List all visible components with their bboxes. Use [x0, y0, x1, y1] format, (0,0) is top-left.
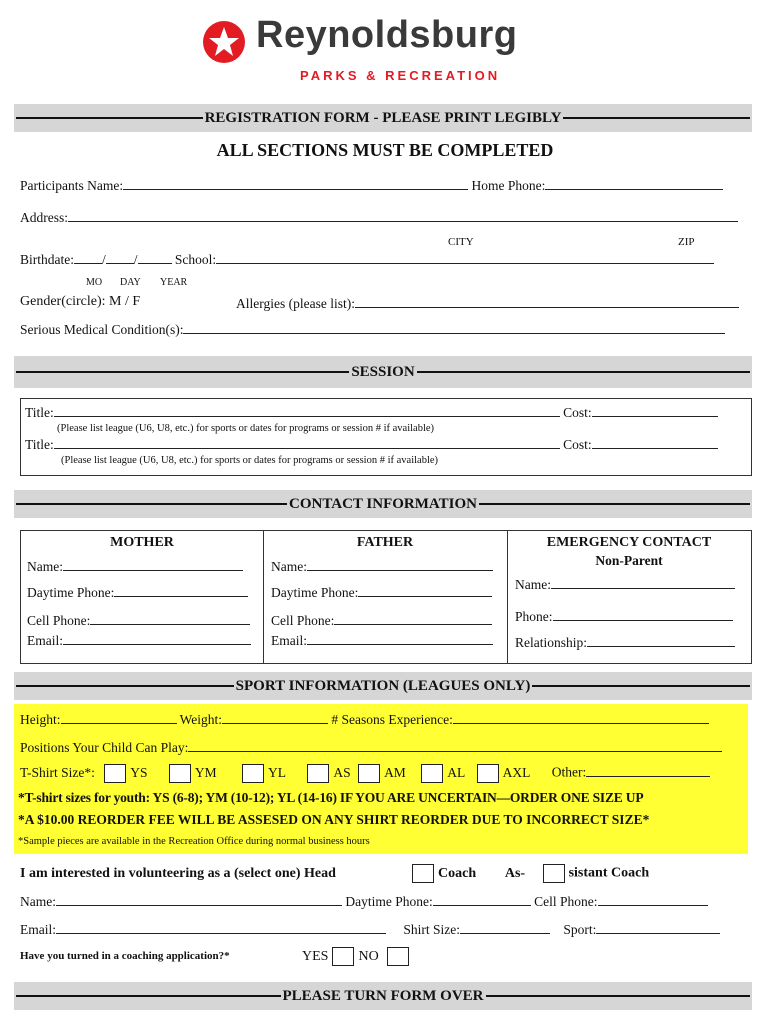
seasons-field[interactable]	[453, 723, 709, 724]
participant-name-field[interactable]	[123, 189, 468, 190]
session-title-label-1: Title:	[25, 405, 54, 420]
size-ys-label: YS	[130, 764, 148, 780]
registration-title-bar	[14, 104, 752, 132]
positions-field[interactable]	[188, 751, 722, 752]
home-phone-label: Home Phone:	[471, 178, 546, 193]
footer-bar	[14, 982, 752, 1010]
size-as-label: AS	[333, 764, 351, 780]
volunteer-daytime-label: Daytime Phone:	[345, 894, 433, 909]
mother-heading: MOTHER	[110, 535, 174, 550]
mo-caption: MO	[86, 277, 103, 288]
participant-name-row	[20, 178, 723, 194]
size-ym-checkbox[interactable]	[169, 764, 191, 783]
contact-heading: CONTACT INFORMATION	[289, 495, 477, 512]
medical-label: Serious Medical Condition(s):	[20, 322, 184, 337]
volunteer-row	[20, 866, 336, 882]
emergency-relationship-label: Relationship:	[515, 635, 587, 650]
size-am-label: AM	[384, 764, 406, 780]
sport-bar	[14, 672, 752, 700]
non-parent-heading: Non-Parent	[595, 553, 663, 568]
youth-sizes-note: *T-shirt sizes for youth: YS (6-8); YM (10-12); YL (14-16) IF YOU ARE UNCERTAIN—ORDER ONE SIZE UP	[18, 790, 644, 805]
session-bar	[14, 356, 752, 388]
all-sections-heading: ALL SECTIONS MUST BE COMPLETED	[216, 140, 554, 160]
father-name-label: Name:	[271, 559, 307, 574]
session-cost-field-1[interactable]	[592, 416, 718, 417]
birthdate-label: Birthdate:	[20, 252, 74, 267]
size-al-checkbox[interactable]	[421, 764, 443, 783]
application-no-checkbox[interactable]	[387, 947, 409, 966]
father-cell-field[interactable]	[334, 624, 492, 625]
allergies-label: Allergies (please list):	[236, 296, 355, 311]
emergency-heading: EMERGENCY CONTACT	[546, 535, 712, 550]
footer-text: PLEASE TURN FORM OVER	[282, 987, 484, 1004]
application-no-label: NO	[358, 948, 379, 964]
birth-day-field[interactable]	[106, 263, 134, 264]
volunteer-email-label: Email:	[20, 922, 56, 937]
assistant-coach-label: sistant Coach	[568, 865, 650, 881]
height-field[interactable]	[61, 723, 177, 724]
participant-name-label: Participants Name:	[20, 178, 124, 193]
emergency-name-field[interactable]	[551, 588, 735, 589]
mother-daytime-label: Daytime Phone:	[27, 585, 115, 600]
father-heading: FATHER	[356, 535, 414, 550]
weight-label: Weight:	[179, 712, 223, 727]
medical-row	[20, 322, 725, 338]
mother-email-field[interactable]	[63, 644, 251, 645]
volunteer-cell-label: Cell Phone:	[534, 894, 598, 909]
volunteer-daytime-field[interactable]	[433, 905, 531, 906]
father-daytime-label: Daytime Phone:	[271, 585, 359, 600]
emergency-name-label: Name:	[515, 577, 551, 592]
address-row	[20, 210, 738, 226]
mother-name-field[interactable]	[63, 570, 243, 571]
medical-field[interactable]	[183, 333, 725, 334]
day-caption: DAY	[120, 277, 141, 288]
tshirt-row	[20, 764, 710, 783]
session-cost-field-2[interactable]	[592, 448, 718, 449]
session-title-label-2: Title:	[25, 437, 54, 452]
address-label: Address:	[20, 210, 68, 225]
session-cost-label-2: Cost:	[563, 437, 592, 452]
positions-label: Positions Your Child Can Play:	[20, 740, 189, 755]
volunteer-cell-field[interactable]	[598, 905, 708, 906]
school-field[interactable]	[216, 263, 714, 264]
emergency-relationship-field[interactable]	[587, 646, 735, 647]
father-cell-label: Cell Phone:	[271, 613, 335, 628]
logo	[202, 14, 542, 88]
brand-subtitle: PARKS & RECREATION	[300, 68, 501, 83]
father-name-field[interactable]	[307, 570, 493, 571]
brand-name: Reynoldsburg	[256, 14, 518, 56]
head-coach-label: Coach	[438, 865, 477, 881]
mother-daytime-field[interactable]	[114, 596, 248, 597]
school-label: School:	[174, 252, 217, 267]
size-ys-checkbox[interactable]	[104, 764, 126, 783]
volunteer-interest-label: I am interested in volunteering as a (select one) Head	[20, 866, 336, 881]
size-axl-checkbox[interactable]	[477, 764, 499, 783]
mother-cell-field[interactable]	[90, 624, 250, 625]
sport-heading: SPORT INFORMATION (LEAGUES ONLY)	[235, 677, 531, 694]
size-am-checkbox[interactable]	[358, 764, 380, 783]
father-email-label: Email:	[271, 633, 307, 648]
mother-name-label: Name:	[27, 559, 63, 574]
gender-label[interactable]: Gender(circle): M / F	[20, 294, 141, 309]
volunteer-shirt-label: Shirt Size:	[403, 922, 460, 937]
size-ym-label: YM	[194, 764, 217, 780]
contact-bar	[14, 490, 752, 518]
father-email-field[interactable]	[307, 644, 493, 645]
coach-options	[412, 864, 649, 883]
session-title-field-2[interactable]	[54, 448, 560, 449]
volunteer-name-field[interactable]	[56, 905, 342, 906]
size-yl-label: YL	[268, 764, 287, 780]
father-daytime-field[interactable]	[358, 596, 492, 597]
allergies-field[interactable]	[355, 307, 739, 308]
height-label: Height:	[20, 712, 61, 727]
birth-year-field[interactable]	[138, 263, 172, 264]
tshirt-label: T-Shirt Size*:	[20, 764, 95, 780]
head-coach-checkbox[interactable]	[412, 864, 434, 883]
application-options	[302, 947, 413, 966]
volunteer-sport-field[interactable]	[596, 933, 720, 934]
zip-caption: ZIP	[678, 236, 695, 248]
volunteer-sport-label: Sport:	[563, 922, 597, 937]
volunteer-shirt-field[interactable]	[460, 933, 550, 934]
allergies-row	[236, 296, 739, 312]
year-caption: YEAR	[160, 277, 188, 288]
other-size-label: Other:	[551, 764, 587, 780]
contact-grid	[20, 530, 752, 664]
assistant-prefix-label: As-	[504, 865, 526, 881]
size-as-checkbox[interactable]	[307, 764, 329, 783]
birthdate-row: Birthdate: / / School:	[20, 252, 714, 268]
mother-cell-label: Cell Phone:	[27, 613, 91, 628]
address-field[interactable]	[68, 221, 738, 222]
session-title-field-1[interactable]	[54, 416, 560, 417]
seasons-label: # Seasons Experience:	[331, 712, 453, 727]
volunteer-name-label: Name:	[20, 894, 56, 909]
application-question: Have you turned in a coaching application?*	[20, 950, 230, 962]
sample-pieces-note: *Sample pieces are available in the Recreation Office during normal business hours	[18, 836, 370, 847]
assistant-coach-checkbox[interactable]	[543, 864, 565, 883]
session-note-1: (Please list league (U6, U8, etc.) for sports or dates for programs or session # if available)	[57, 423, 435, 434]
session-heading: SESSION	[351, 363, 415, 380]
star-logo-icon	[202, 20, 246, 64]
birth-month-field[interactable]	[74, 263, 102, 264]
size-al-label: AL	[447, 764, 466, 780]
sport-highlight-panel	[14, 704, 748, 854]
size-axl-label: AXL	[502, 764, 531, 780]
session-cost-label-1: Cost:	[563, 405, 592, 420]
session-note-2: (Please list league (U6, U8, etc.) for sports or dates for programs or session # if available)	[61, 455, 439, 466]
city-caption: CITY	[448, 236, 474, 248]
weight-field[interactable]	[222, 723, 328, 724]
emergency-phone-field[interactable]	[553, 620, 733, 621]
registration-title: REGISTRATION FORM - PLEASE PRINT LEGIBLY	[204, 109, 562, 126]
emergency-phone-label: Phone:	[515, 609, 553, 624]
size-yl-checkbox[interactable]	[242, 764, 264, 783]
application-yes-checkbox[interactable]	[332, 947, 354, 966]
volunteer-email-field[interactable]	[56, 933, 386, 934]
other-size-field[interactable]	[586, 776, 710, 777]
application-yes-label: YES	[302, 948, 329, 964]
session-box	[20, 398, 752, 476]
mother-email-label: Email:	[27, 633, 63, 648]
home-phone-field[interactable]	[545, 189, 723, 190]
reorder-fee-note: *A $10.00 REORDER FEE WILL BE ASSESED ON ANY SHIRT REORDER DUE TO INCORRECT SIZE*	[18, 812, 650, 827]
